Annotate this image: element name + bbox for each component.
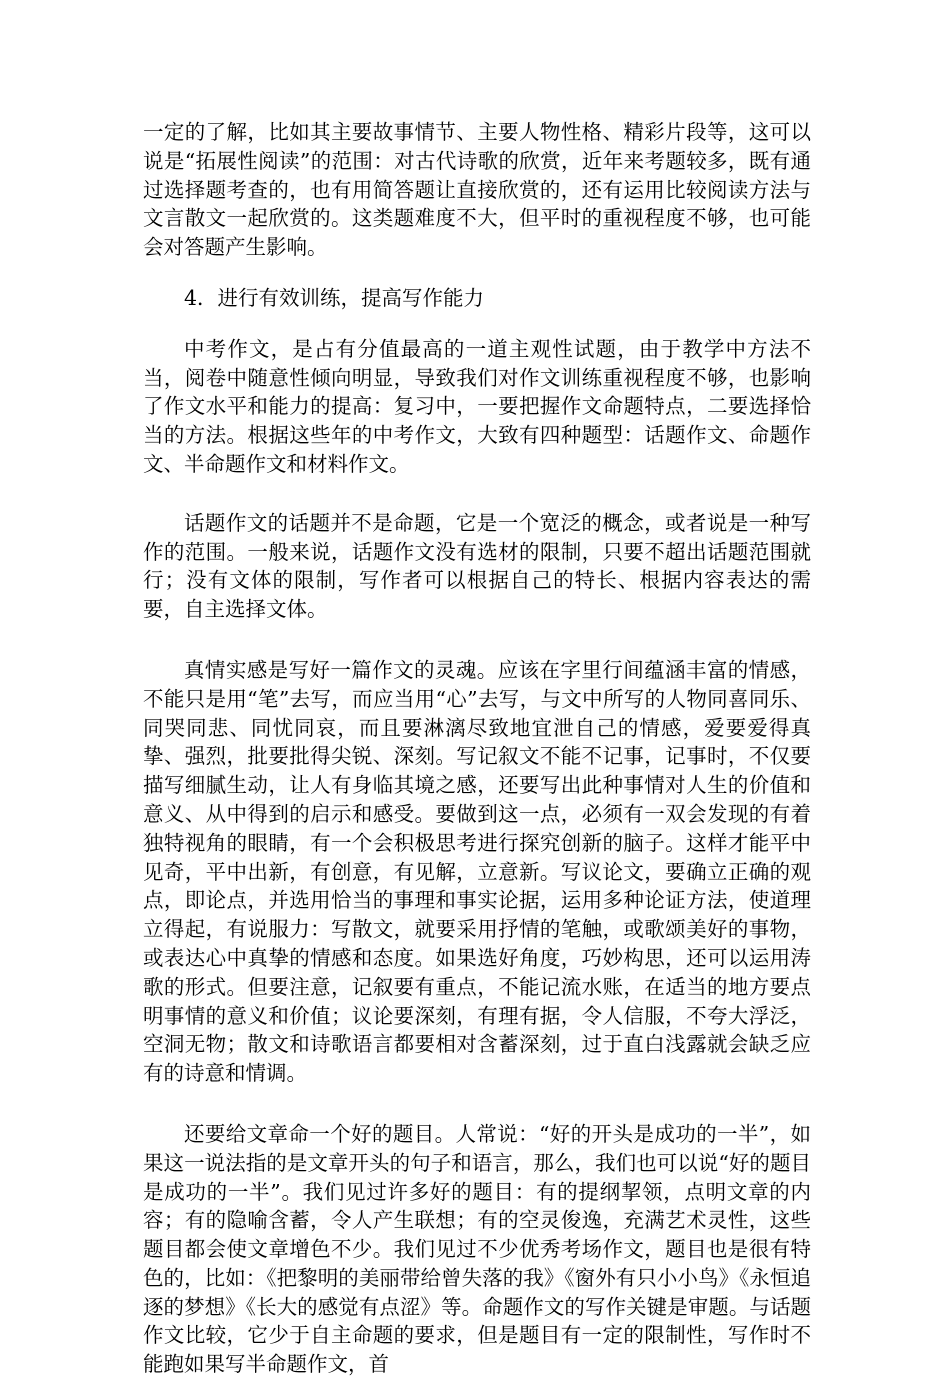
paragraph-exam-essay: 中考作文，是占有分值最高的一道主观性试题，由于教学中方法不当，阅卷中随意性倾向明显，导致我们对作文训练重视程度不够，也影响了作文水平和能力的提高：复习中，一要把握作文命题特点，二要选择恰当的方法。根据这些年的中考作文，大致有四种题型：话题作文、命题作文、半命题作文和材料作文。 bbox=[143, 336, 811, 476]
paragraph-gap bbox=[143, 479, 811, 509]
paragraph-gap bbox=[143, 313, 811, 335]
paragraph-good-title: 还要给文章命一个好的题目。人常说：“好的开头是成功的一半”，如果这一说法指的是文章开头的句子和语言，那么，我们也可以说“好的题目是成功的一半”。我们见过许多好的题目：有的提纲挈领，点明文章的内容；有的隐喻含蓄，令人产生联想；有的空灵俊逸，充满艺术灵性，这些题目都会使文章增色不少。我们见过不少优秀考场作文，题目也是很有特色的，比如：《把黎明的美丽带给曾失落的我》《窗外有只小小鸟》《永恒追逐的梦想》《长大的感觉有点涩》等。命题作文的写作关键是审题。与话题作文比较，它少于自主命题的要求，但是题目有一定的限制性，写作时不能跑如果写半命题作文，首 bbox=[143, 1121, 811, 1377]
section-heading-writing: 4．进行有效训练，提高写作能力 bbox=[184, 285, 485, 310]
paragraph-gap bbox=[143, 1088, 811, 1120]
paragraph-gap bbox=[143, 262, 811, 284]
document-page bbox=[143, 118, 811, 1379]
paragraph-topic-essay: 话题作文的话题并不是命题，它是一个宽泛的概念，或者说是一种写作的范围。一般来说，话题作文没有选材的限制，只要不超出话题范围就行；没有文体的限制，写作者可以根据自己的特长、根据内容表达的需要，自主选择文体。 bbox=[143, 510, 811, 622]
paragraph-gap bbox=[143, 624, 811, 656]
paragraph-continued-reading: 一定的了解，比如其主要故事情节、主要人物性格、精彩片段等，这可以说是“拓展性阅读”的范围：对古代诗歌的欣赏，近年来考题较多，既有通过选择题考查的，也有用简答题让直接欣赏的，还有运用比较阅读方法与文言散文一起欣赏的。这类题难度不大，但平时的重视程度不够，也可能会对答题产生影响。 bbox=[143, 120, 811, 260]
paragraph-genuine-feeling: 真情实感是写好一篇作文的灵魂。应该在字里行间蕴涵丰富的情感，不能只是用“笔”去写，而应当用“心”去写，与文中所写的人物同喜同乐、同哭同悲、同忧同哀，而且要淋漓尽致地宜泄自己的情感，爱要爱得真挚、强烈，批要批得尖锐、深刻。写记叙文不能不记事，记事时，不仅要描写细腻生动，让人有身临其境之感，还要写出此种事情对人生的价值和意义、从中得到的启示和感受。要做到这一点，必须有一双会发现的有着独特视角的眼睛，有一个会积极思考进行探究创新的脑子。这样才能平中见奇，平中出新，有创意，有见解，立意新。写议论文，要确立正确的观点，即论点，并选用恰当的事理和事实论据，运用多种论证方法，使道理立得起，有说服力：写散文，就要采用抒情的笔触，或歌颂美好的事物，或表达心中真挚的情感和态度。如果选好角度，巧妙构思，还可以运用涛歌的形式。但要注意，记叙要有重点，不能记流水账，在适当的地方要点明事情的意义和价值；议论要深刻，有理有据，令人信服，不夸大浮泛，空洞无物；散文和诗歌语言都要相对含蓄深刻，过于直白浅露就会缺乏应有的诗意和情调。 bbox=[143, 657, 811, 1086]
